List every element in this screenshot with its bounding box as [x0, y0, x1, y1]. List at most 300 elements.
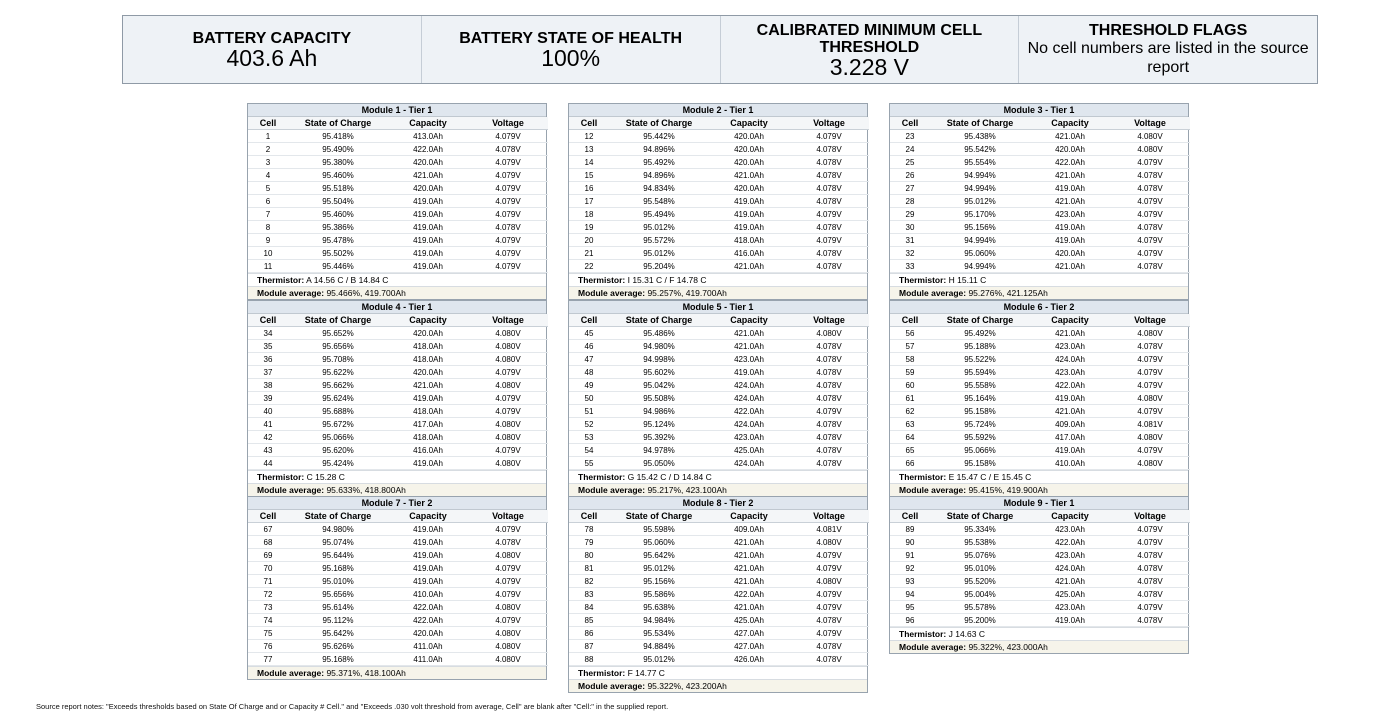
thermistor-value: H 15.11 C: [948, 275, 987, 285]
cell-table: [248, 314, 548, 470]
table-row: [569, 340, 869, 353]
table-row: [569, 208, 869, 221]
voltage: 4.078V: [789, 614, 869, 627]
table-row: [569, 247, 869, 260]
thermistor-row: [569, 470, 867, 483]
capacity: 418.0Ah: [388, 340, 468, 353]
module-table: [889, 300, 1189, 497]
voltage: 4.079V: [468, 182, 548, 195]
table-row: [248, 444, 548, 457]
module-average-row: [248, 483, 546, 496]
cell-number: 45: [569, 327, 609, 340]
voltage-column-header: Voltage: [1110, 117, 1190, 130]
voltage: 4.079V: [789, 588, 869, 601]
table-row: [890, 575, 1190, 588]
table-header-row: [890, 117, 1190, 130]
state-of-health-box: [422, 16, 721, 83]
table-row: [248, 575, 548, 588]
threshold-label: CALIBRATED MINIMUM CELL THRESHOLD: [756, 21, 983, 56]
voltage: 4.078V: [468, 536, 548, 549]
cell-number: 69: [248, 549, 288, 562]
state-of-charge: 95.662%: [288, 379, 388, 392]
state-of-charge: 95.656%: [288, 340, 388, 353]
voltage: 4.078V: [1110, 588, 1190, 601]
cell-number: 41: [248, 418, 288, 431]
cell-number: 25: [890, 156, 930, 169]
table-row: [569, 601, 869, 614]
module-title: Module 6 - Tier 2: [890, 301, 1188, 314]
table-row: [569, 627, 869, 640]
capacity: 424.0Ah: [1030, 353, 1110, 366]
capacity: 413.0Ah: [388, 130, 468, 143]
thermistor-row: [569, 666, 867, 679]
capacity-column-header: Capacity: [709, 314, 789, 327]
voltage: 4.079V: [1110, 601, 1190, 614]
state-of-charge: 95.486%: [609, 327, 709, 340]
module-average-row: [248, 286, 546, 299]
table-row: [569, 614, 869, 627]
state-of-charge: 95.042%: [609, 379, 709, 392]
capacity: 417.0Ah: [388, 418, 468, 431]
voltage: 4.080V: [468, 549, 548, 562]
table-row: [890, 182, 1190, 195]
state-of-charge: 95.724%: [930, 418, 1030, 431]
table-header-row: [569, 117, 869, 130]
threshold-flags-box: [1019, 16, 1317, 83]
module-table: [889, 103, 1189, 300]
cell-number: 88: [569, 653, 609, 666]
voltage: 4.080V: [1110, 143, 1190, 156]
capacity: 421.0Ah: [388, 169, 468, 182]
cell-number: 5: [248, 182, 288, 195]
capacity: 422.0Ah: [709, 588, 789, 601]
voltage: 4.079V: [468, 208, 548, 221]
cell-number: 93: [890, 575, 930, 588]
voltage: 4.080V: [468, 327, 548, 340]
capacity: 421.0Ah: [1030, 327, 1110, 340]
cell-table: [890, 314, 1190, 470]
thermistor-value: F 14.77 C: [627, 668, 665, 678]
soc-column-header: State of Charge: [288, 314, 388, 327]
cell-table: [569, 510, 869, 666]
voltage: 4.080V: [468, 353, 548, 366]
battery-capacity-value: 403.6 Ah: [226, 45, 318, 71]
capacity: 420.0Ah: [388, 366, 468, 379]
cell-number: 80: [569, 549, 609, 562]
voltage: 4.079V: [1110, 208, 1190, 221]
table-row: [248, 182, 548, 195]
voltage: 4.080V: [468, 640, 548, 653]
state-of-charge: 95.502%: [288, 247, 388, 260]
module-average-value: 95.322%, 423.200Ah: [647, 681, 727, 691]
cell-number: 67: [248, 523, 288, 536]
capacity: 420.0Ah: [1030, 247, 1110, 260]
cell-number: 89: [890, 523, 930, 536]
capacity: 422.0Ah: [388, 601, 468, 614]
voltage: 4.079V: [468, 169, 548, 182]
state-of-charge: 95.060%: [930, 247, 1030, 260]
cell-number: 42: [248, 431, 288, 444]
cell-number: 7: [248, 208, 288, 221]
cell-number: 33: [890, 260, 930, 273]
threshold-flags-label: THRESHOLD FLAGS: [1089, 22, 1248, 39]
module-table: [247, 300, 547, 497]
capacity: 419.0Ah: [1030, 392, 1110, 405]
cell-number: 12: [569, 130, 609, 143]
table-row: [890, 143, 1190, 156]
cell-number: 70: [248, 562, 288, 575]
soc-column-header: State of Charge: [930, 314, 1030, 327]
table-row: [890, 327, 1190, 340]
cell-number: 1: [248, 130, 288, 143]
table-row: [890, 418, 1190, 431]
table-row: [890, 260, 1190, 273]
table-row: [890, 536, 1190, 549]
capacity: 421.0Ah: [709, 340, 789, 353]
module-average-label: Module average:: [578, 681, 646, 691]
table-row: [248, 418, 548, 431]
capacity: 411.0Ah: [388, 653, 468, 666]
module-title: Module 4 - Tier 1: [248, 301, 546, 314]
cell-number: 76: [248, 640, 288, 653]
table-row: [248, 601, 548, 614]
threshold-value: 3.228 V: [829, 53, 910, 80]
voltage: 4.079V: [468, 523, 548, 536]
table-row: [248, 366, 548, 379]
module-average-value: 95.466%, 419.700Ah: [326, 288, 406, 298]
thermistor-value: E 15.47 C / E 15.45 C: [948, 472, 1032, 482]
table-row: [569, 575, 869, 588]
state-of-charge: 95.156%: [930, 221, 1030, 234]
capacity: 421.0Ah: [1030, 405, 1110, 418]
state-of-charge: 95.508%: [609, 392, 709, 405]
cell-number: 53: [569, 431, 609, 444]
cell-column-header: Cell: [890, 117, 930, 130]
capacity: 419.0Ah: [1030, 444, 1110, 457]
cell-number: 20: [569, 234, 609, 247]
cell-number: 18: [569, 208, 609, 221]
capacity-column-header: Capacity: [388, 314, 468, 327]
state-of-charge: 95.594%: [930, 366, 1030, 379]
voltage: 4.079V: [1110, 353, 1190, 366]
state-of-charge: 95.638%: [609, 601, 709, 614]
voltage: 4.079V: [1110, 523, 1190, 536]
state-of-charge: 95.012%: [609, 247, 709, 260]
table-row: [569, 562, 869, 575]
state-of-charge: 95.076%: [930, 549, 1030, 562]
table-row: [248, 457, 548, 470]
state-of-charge: 95.460%: [288, 208, 388, 221]
cell-number: 77: [248, 653, 288, 666]
cell-number: 83: [569, 588, 609, 601]
cell-table: [890, 510, 1190, 627]
table-row: [569, 640, 869, 653]
state-of-charge: 95.624%: [288, 392, 388, 405]
module-average-value: 95.276%, 421.125Ah: [968, 288, 1048, 298]
module-average-row: [890, 286, 1188, 299]
table-row: [890, 221, 1190, 234]
cell-number: 26: [890, 169, 930, 182]
voltage: 4.079V: [468, 562, 548, 575]
capacity: 416.0Ah: [388, 444, 468, 457]
cell-number: 15: [569, 169, 609, 182]
table-header-row: [890, 510, 1190, 523]
cell-number: 36: [248, 353, 288, 366]
table-row: [890, 601, 1190, 614]
soc-column-header: State of Charge: [288, 510, 388, 523]
cell-number: 60: [890, 379, 930, 392]
module-average-value: 95.257%, 419.700Ah: [647, 288, 727, 298]
module-average-row: [569, 483, 867, 496]
state-of-charge: 95.642%: [288, 627, 388, 640]
table-row: [248, 392, 548, 405]
capacity: 419.0Ah: [1030, 221, 1110, 234]
table-row: [890, 614, 1190, 627]
table-row: [890, 234, 1190, 247]
module-table: [568, 496, 868, 693]
module-table: [568, 103, 868, 300]
table-row: [248, 640, 548, 653]
cell-number: 4: [248, 169, 288, 182]
capacity: 427.0Ah: [709, 640, 789, 653]
table-row: [890, 379, 1190, 392]
voltage: 4.079V: [1110, 405, 1190, 418]
table-row: [890, 208, 1190, 221]
capacity: 424.0Ah: [1030, 562, 1110, 575]
capacity: 419.0Ah: [709, 195, 789, 208]
thermistor-row: [890, 470, 1188, 483]
state-of-charge: 95.518%: [288, 182, 388, 195]
table-row: [569, 143, 869, 156]
capacity: 424.0Ah: [709, 457, 789, 470]
voltage: 4.080V: [468, 418, 548, 431]
thermistor-label: Thermistor:: [578, 668, 626, 678]
state-of-charge: 95.074%: [288, 536, 388, 549]
capacity: 419.0Ah: [388, 234, 468, 247]
capacity: 419.0Ah: [1030, 182, 1110, 195]
state-of-charge: 94.986%: [609, 405, 709, 418]
capacity: 417.0Ah: [1030, 431, 1110, 444]
state-of-charge: 95.644%: [288, 549, 388, 562]
state-of-charge: 95.060%: [609, 536, 709, 549]
state-of-charge: 95.164%: [930, 392, 1030, 405]
table-row: [569, 353, 869, 366]
capacity: 421.0Ah: [1030, 169, 1110, 182]
capacity: 419.0Ah: [388, 247, 468, 260]
voltage: 4.078V: [789, 379, 869, 392]
cell-number: 68: [248, 536, 288, 549]
table-row: [890, 353, 1190, 366]
table-row: [248, 169, 548, 182]
capacity: 419.0Ah: [388, 549, 468, 562]
capacity: 419.0Ah: [388, 523, 468, 536]
state-of-charge: 95.538%: [930, 536, 1030, 549]
cell-number: 74: [248, 614, 288, 627]
capacity: 423.0Ah: [1030, 208, 1110, 221]
thermistor-row: [890, 627, 1188, 640]
voltage: 4.079V: [1110, 195, 1190, 208]
capacity: 419.0Ah: [388, 562, 468, 575]
voltage: 4.080V: [468, 457, 548, 470]
state-of-charge: 95.460%: [288, 169, 388, 182]
voltage: 4.078V: [789, 457, 869, 470]
table-row: [890, 247, 1190, 260]
capacity: 419.0Ah: [388, 457, 468, 470]
voltage: 4.079V: [789, 562, 869, 575]
capacity: 421.0Ah: [1030, 575, 1110, 588]
capacity: 409.0Ah: [709, 523, 789, 536]
cell-number: 35: [248, 340, 288, 353]
voltage: 4.079V: [789, 208, 869, 221]
capacity: 420.0Ah: [388, 627, 468, 640]
table-row: [890, 444, 1190, 457]
module-average-row: [890, 483, 1188, 496]
cell-number: 84: [569, 601, 609, 614]
cell-number: 24: [890, 143, 930, 156]
cell-number: 56: [890, 327, 930, 340]
state-of-charge: 95.656%: [288, 588, 388, 601]
state-of-charge: 95.168%: [288, 562, 388, 575]
voltage: 4.078V: [789, 156, 869, 169]
capacity: 418.0Ah: [709, 234, 789, 247]
capacity: 420.0Ah: [709, 182, 789, 195]
voltage: 4.078V: [789, 247, 869, 260]
cell-number: 65: [890, 444, 930, 457]
state-of-charge: 95.598%: [609, 523, 709, 536]
voltage: 4.078V: [1110, 614, 1190, 627]
cell-number: 8: [248, 221, 288, 234]
cell-number: 34: [248, 327, 288, 340]
state-of-charge: 95.012%: [609, 562, 709, 575]
cell-number: 73: [248, 601, 288, 614]
voltage: 4.080V: [1110, 130, 1190, 143]
module-average-value: 95.633%, 418.800Ah: [326, 485, 406, 495]
capacity: 422.0Ah: [1030, 379, 1110, 392]
state-of-charge: 94.884%: [609, 640, 709, 653]
capacity: 419.0Ah: [1030, 234, 1110, 247]
voltage-column-header: Voltage: [789, 510, 869, 523]
soc-column-header: State of Charge: [609, 117, 709, 130]
voltage: 4.080V: [1110, 457, 1190, 470]
cell-number: 43: [248, 444, 288, 457]
table-row: [569, 366, 869, 379]
capacity: 421.0Ah: [709, 536, 789, 549]
module-average-label: Module average:: [899, 642, 967, 652]
voltage: 4.079V: [468, 392, 548, 405]
voltage: 4.080V: [1110, 431, 1190, 444]
state-of-charge: 94.896%: [609, 143, 709, 156]
state-of-charge: 95.438%: [930, 130, 1030, 143]
state-of-charge: 95.158%: [930, 405, 1030, 418]
voltage: 4.079V: [468, 366, 548, 379]
capacity: 419.0Ah: [709, 221, 789, 234]
table-row: [890, 195, 1190, 208]
thermistor-label: Thermistor:: [257, 472, 305, 482]
module-table: [568, 300, 868, 497]
table-header-row: [569, 314, 869, 327]
voltage: 4.080V: [468, 601, 548, 614]
state-of-charge: 95.478%: [288, 234, 388, 247]
voltage: 4.079V: [789, 234, 869, 247]
cell-number: 87: [569, 640, 609, 653]
voltage: 4.078V: [789, 653, 869, 666]
voltage: 4.078V: [1110, 182, 1190, 195]
capacity: 420.0Ah: [709, 156, 789, 169]
cell-number: 54: [569, 444, 609, 457]
threshold-flags-text: No cell numbers are listed in the source report: [1027, 40, 1309, 76]
capacity: 424.0Ah: [709, 379, 789, 392]
state-of-charge: 95.620%: [288, 444, 388, 457]
capacity: 422.0Ah: [388, 143, 468, 156]
cell-number: 95: [890, 601, 930, 614]
state-of-charge: 95.614%: [288, 601, 388, 614]
voltage: 4.080V: [789, 575, 869, 588]
voltage: 4.081V: [1110, 418, 1190, 431]
state-of-charge: 95.626%: [288, 640, 388, 653]
capacity: 421.0Ah: [709, 601, 789, 614]
module-title: Module 7 - Tier 2: [248, 497, 546, 510]
state-of-charge: 94.994%: [930, 169, 1030, 182]
table-row: [248, 549, 548, 562]
module-average-value: 95.415%, 419.900Ah: [968, 485, 1048, 495]
state-of-charge: 94.834%: [609, 182, 709, 195]
voltage: 4.079V: [789, 130, 869, 143]
capacity: 420.0Ah: [388, 182, 468, 195]
module-average-row: [890, 640, 1188, 653]
voltage: 4.078V: [789, 640, 869, 653]
capacity: 411.0Ah: [388, 640, 468, 653]
cell-column-header: Cell: [569, 314, 609, 327]
state-of-health-value: 100%: [541, 45, 601, 71]
capacity: 423.0Ah: [1030, 549, 1110, 562]
state-of-charge: 95.592%: [930, 431, 1030, 444]
cell-number: 66: [890, 457, 930, 470]
thermistor-label: Thermistor:: [578, 275, 626, 285]
table-row: [569, 327, 869, 340]
state-of-charge: 95.522%: [930, 353, 1030, 366]
module-title: Module 3 - Tier 1: [890, 104, 1188, 117]
state-of-charge: 95.558%: [930, 379, 1030, 392]
cell-number: 92: [890, 562, 930, 575]
state-of-charge: 95.542%: [930, 143, 1030, 156]
table-row: [248, 156, 548, 169]
capacity: 418.0Ah: [388, 405, 468, 418]
cell-number: 94: [890, 588, 930, 601]
table-row: [569, 588, 869, 601]
cell-column-header: Cell: [890, 314, 930, 327]
cell-number: 49: [569, 379, 609, 392]
cell-number: 86: [569, 627, 609, 640]
state-of-charge: 95.386%: [288, 221, 388, 234]
capacity-column-header: Capacity: [709, 510, 789, 523]
state-of-charge: 95.418%: [288, 130, 388, 143]
capacity-column-header: Capacity: [1030, 117, 1110, 130]
state-of-charge: 95.424%: [288, 457, 388, 470]
table-row: [248, 614, 548, 627]
cell-number: 27: [890, 182, 930, 195]
state-of-charge: 95.334%: [930, 523, 1030, 536]
state-of-charge: 95.380%: [288, 156, 388, 169]
state-of-charge: 95.010%: [930, 562, 1030, 575]
table-row: [890, 431, 1190, 444]
capacity: 419.0Ah: [1030, 614, 1110, 627]
state-of-charge: 95.504%: [288, 195, 388, 208]
voltage: 4.079V: [1110, 444, 1190, 457]
capacity: 418.0Ah: [388, 353, 468, 366]
state-of-charge: 95.156%: [609, 575, 709, 588]
table-row: [569, 549, 869, 562]
capacity: 421.0Ah: [388, 379, 468, 392]
